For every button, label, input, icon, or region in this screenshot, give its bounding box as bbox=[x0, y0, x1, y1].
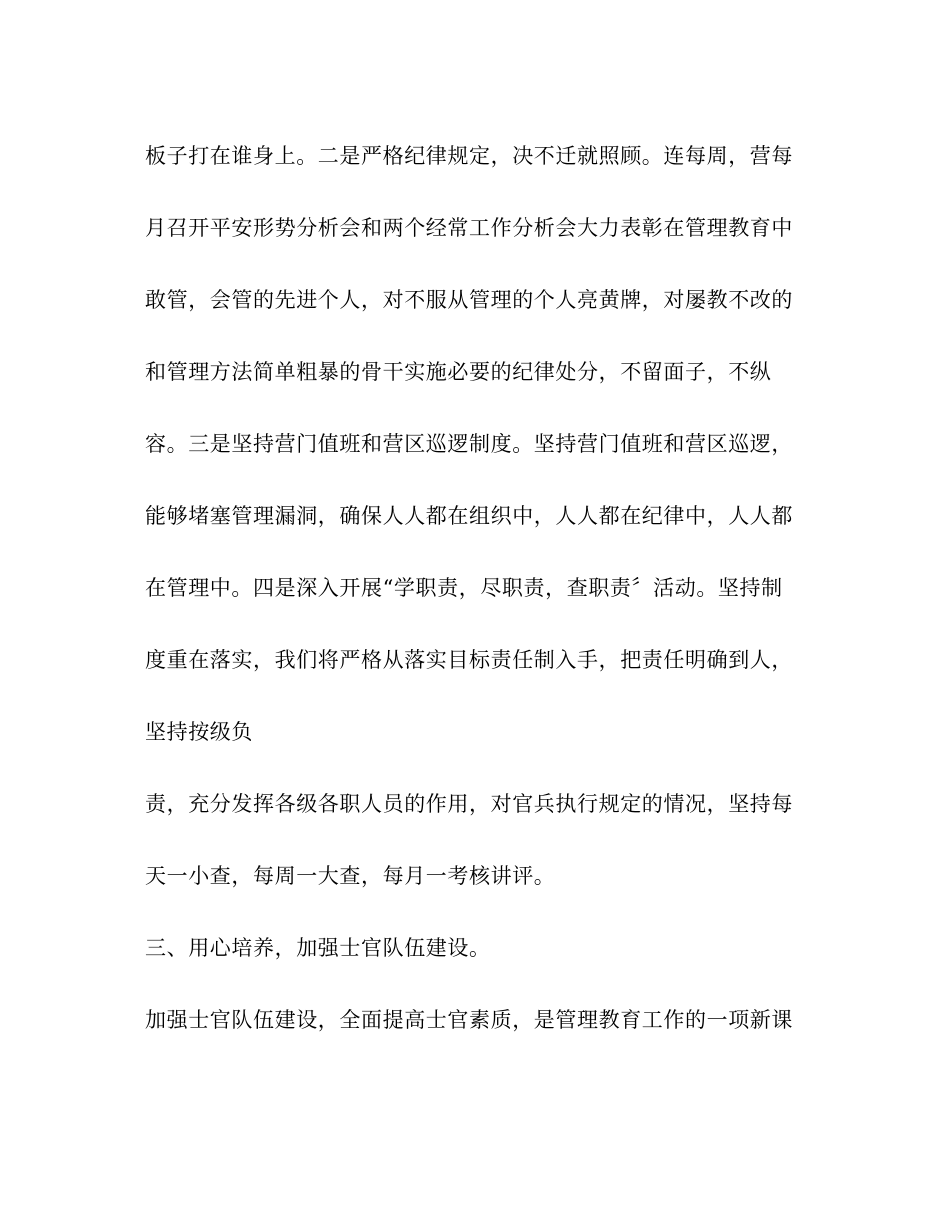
section-heading: 三、用心培养，加强士官队伍建设。 bbox=[145, 936, 491, 960]
text-line-11: 天一小查，每周一大查，每月一考核讲评。 bbox=[145, 864, 556, 888]
text-line-9: 坚持按级负 bbox=[145, 720, 253, 744]
text-line-3: 敢管，会管的先进个人，对不服从管理的个人亮黄牌，对屡教不改的 bbox=[145, 288, 793, 312]
text-line-8: 度重在落实，我们将严格从落实目标责任制入手，把责任明确到人， bbox=[145, 648, 793, 672]
text-line-10: 责，充分发挥各级各职人员的作用，对官兵执行规定的情况，坚持每 bbox=[145, 792, 793, 816]
text-line-7: 在管理中。四是深入开展“学职责，尽职责，查职责〞活动。坚持制 bbox=[145, 576, 783, 600]
text-line-13: 加强士官队伍建设，全面提高士官素质，是管理教育工作的一项新课 bbox=[145, 1008, 793, 1032]
text-line-5: 容。三是坚持营门值班和营区巡逻制度。坚持营门值班和营区巡逻， bbox=[145, 432, 793, 456]
text-line-2: 月召开平安形势分析会和两个经常工作分析会大力表彰在管理教育中 bbox=[145, 216, 793, 240]
text-line-4: 和管理方法简单粗暴的骨干实施必要的纪律处分，不留面子，不纵 bbox=[145, 360, 772, 384]
text-line-6: 能够堵塞管理漏洞，确保人人都在组织中，人人都在纪律中，人人都 bbox=[145, 504, 793, 528]
text-line-1: 板子打在谁身上。二是严格纪律规定，决不迁就照顾。连每周，营每 bbox=[145, 144, 793, 168]
